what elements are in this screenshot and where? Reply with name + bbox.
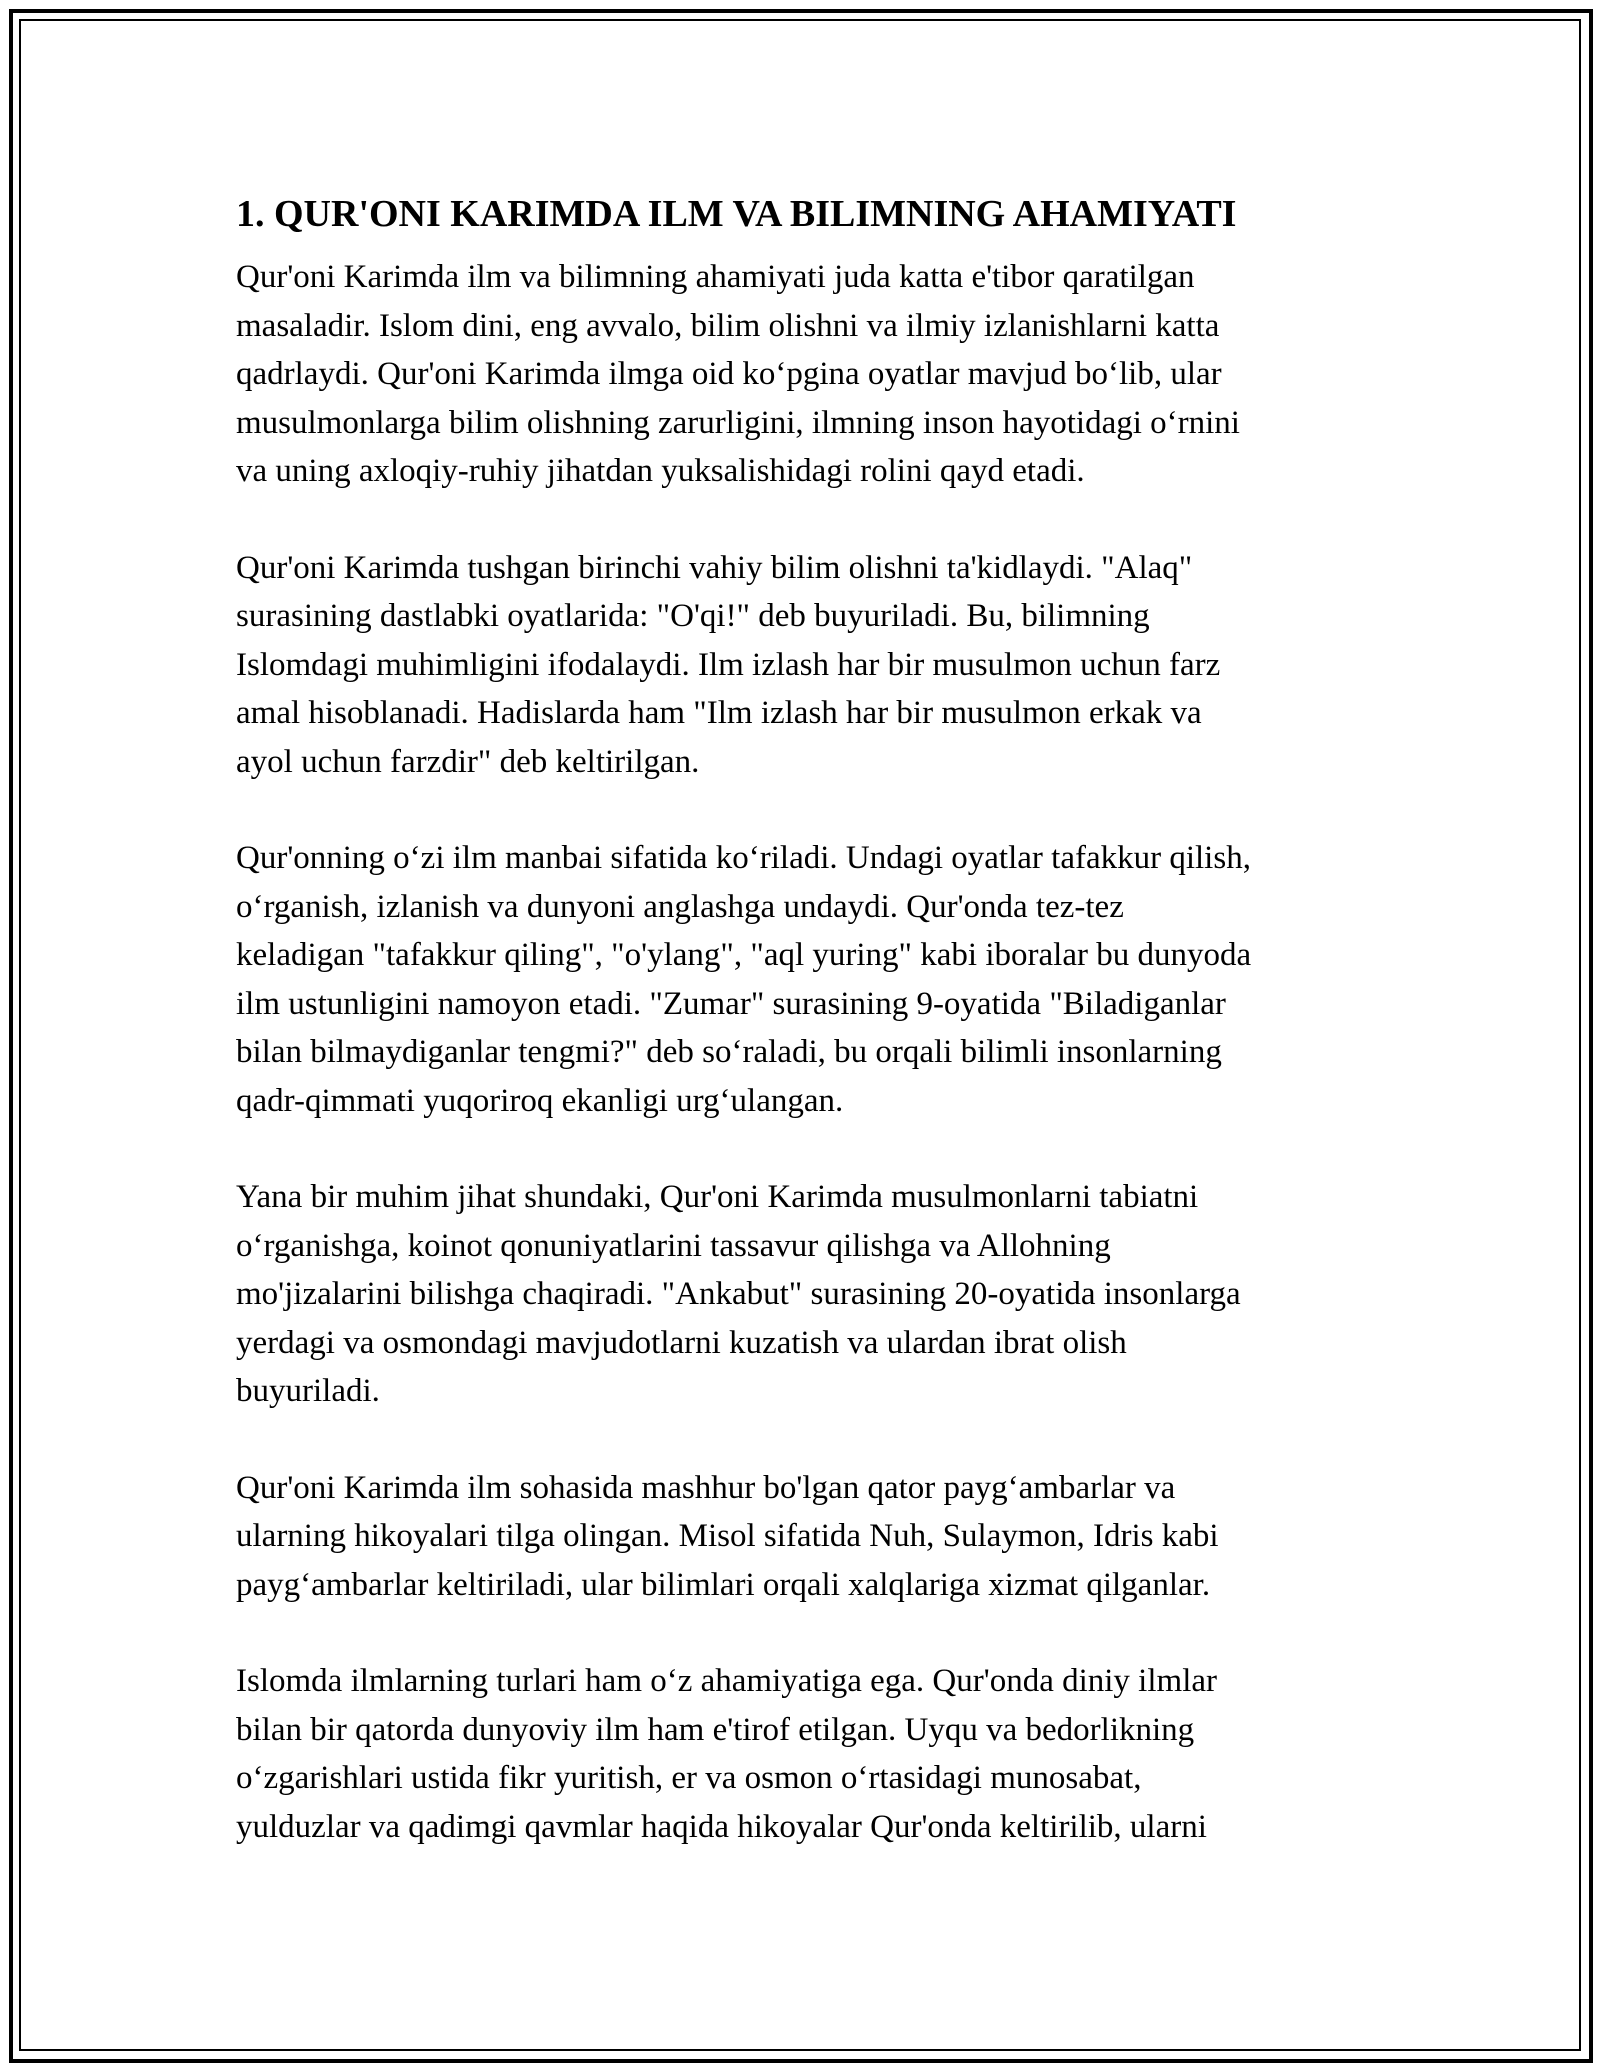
document-body — [236, 185, 1366, 1899]
paragraph-5: Qur'oni Karimda ilm sohasida mashhur bo'lgan qator payg‘ambarlar va ularning hikoyalari tilga olingan. Misol sifatida Nuh, Sulaymon, Idris kabi payg‘ambarlar keltiriladi, ular bilimlari orqali xalqlariga xizmat qilganlar. — [236, 1469, 1219, 1603]
paragraph-4: Yana bir muhim jihat shundaki, Qur'oni Karimda musulmonlarni tabiatni o‘rganishga, koinot qonuniyatlarini tassavur qilishga va Allohning mo'jizalarini bilishga chaqiradi. "Ankabut" surasining 20-oyatida insonlarga yerdagi va osmondagi mavjudotlarni kuzatish va ulardan ibrat olish buyuriladi. — [236, 1179, 1241, 1409]
paragraph-2: Qur'oni Karimda tushgan birinchi vahiy bilim olishni ta'kidlaydi. "Alaq" surasining dastlabki oyatlarida: "O'qi!" deb buyuriladi. Bu, bilimning Islomdagi muhimligini ifodalaydi. Ilm izlash har bir musulmon uchun farz amal hisoblanadi. Hadislarda ham "Ilm izlash har bir musulmon erkak va ayol uchun farzdir" deb keltirilgan. — [236, 549, 1221, 780]
paragraph-3: Qur'onning o‘zi ilm manbai sifatida ko‘riladi. Undagi oyatlar tafakkur qilish, o‘rganish, izlanish va dunyoni anglashga undaydi. Qur'onda tez-tez keladigan "tafakkur qiling", "o'ylang", "aql yuring" kabi iboralar bu dunyoda ilm ustunligini namoyon etadi. "Zumar" surasining 9-oyatida "Biladiganlar bilan bilmaydiganlar tengmi?" deb so‘raladi, bu orqali bilimli insonlarning qadr-qimmati yuqoriroq ekanligi urg‘ulangan. — [236, 840, 1252, 1119]
paragraph-1: Qur'oni Karimda ilm va bilimning ahamiyati juda katta e'tibor qaratilgan masaladir. Islom dini, eng avvalo, bilim olishni va ilmiy izlanishlarni katta qadrlaydi. Qur'oni Karimda ilmga oid ko‘pgina oyatlar mavjud bo‘lib, ular musulmonlarga bilim olishning zarurligini, ilmning inson hayotidagi o‘rnini va uning axloqiy-ruhiy jihatdan yuksalishidagi rolini qayd etadi. — [236, 259, 1240, 489]
paragraph-6: Islomda ilmlarning turlari ham o‘z ahamiyatiga ega. Qur'onda diniy ilmlar bilan bir qatorda dunyoviy ilm ham e'tirof etilgan. Uyqu va bedorlikning o‘zgarishlari ustida fikr yuritish, er va osmon o‘rtasidagi munosabat, yulduzlar va qadimgi qavmlar haqida hikoyalar Qur'onda keltirilib, ularni — [236, 1663, 1217, 1845]
section-heading: 1. QUR'ONI KARIMDA ILM VA BILIMNING AHAMIYATI — [236, 193, 1237, 235]
